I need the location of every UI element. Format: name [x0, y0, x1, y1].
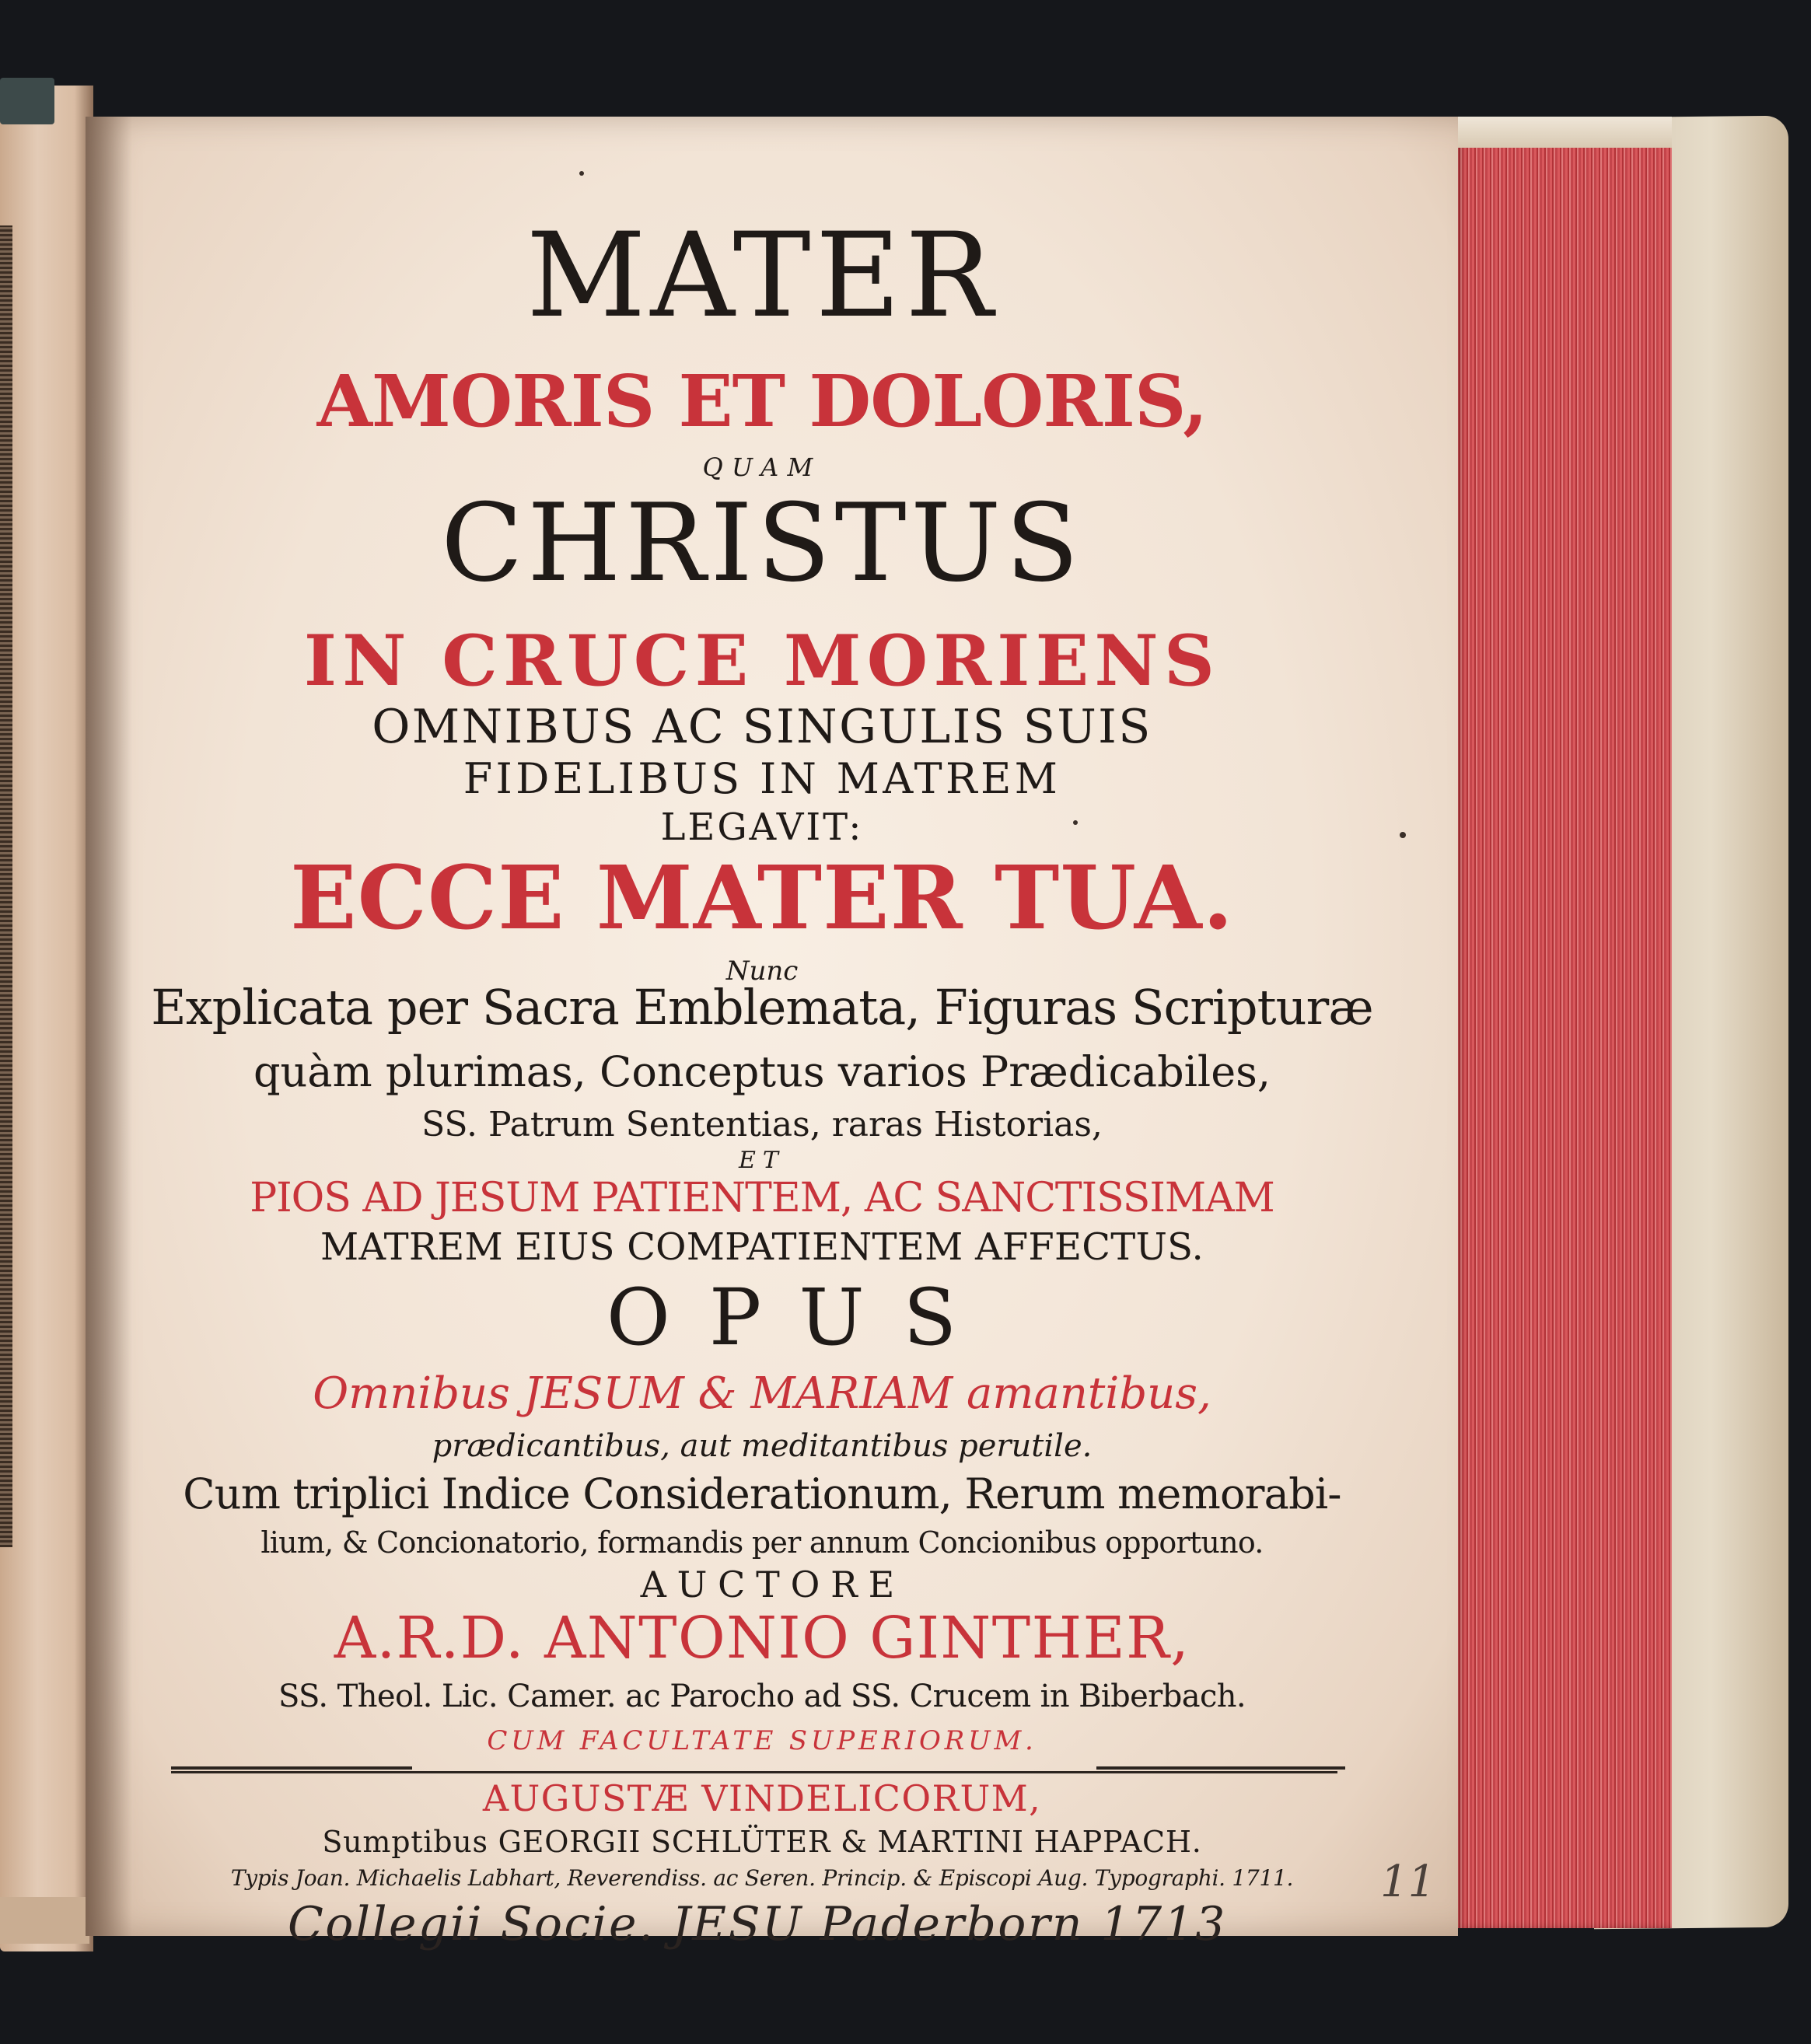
rule-left	[171, 1766, 412, 1770]
line-pios-ad-jesum: PIOS AD JESUM PATIENTEM, AC SANCTISSIMAM	[250, 1175, 1274, 1221]
author-name: A.R.D. ANTONIO GINTHER,	[334, 1605, 1190, 1672]
rule-right	[1096, 1766, 1345, 1770]
title-christus: CHRISTUS	[441, 480, 1083, 606]
line-legavit: LEGAVIT:	[660, 805, 864, 849]
imprint-publishers: Sumptibus GEORGII SCHLÜTER & MARTINI HAPPACH.	[322, 1825, 1202, 1859]
line-concionatorio: lium, & Concionatorio, formandis per annum Concionibus opportuno.	[260, 1525, 1264, 1560]
title-in-cruce-moriens: IN CRUCE MORIENS	[303, 620, 1221, 702]
left-engraving-border	[0, 225, 12, 1547]
line-cum-triplici: Cum triplici Indice Considerationum, Rerum memorabi-	[183, 1469, 1341, 1518]
imprint-rule	[171, 1771, 1337, 1773]
word-nunc: Nunc	[725, 956, 799, 987]
left-page-edge	[0, 1897, 89, 1944]
line-praedicantibus: prædicantibus, aut meditantibus perutile.	[432, 1428, 1093, 1464]
page-block-top	[1454, 117, 1672, 148]
title-ecce-mater-tua: ECCE MATER TUA.	[290, 847, 1234, 949]
ink-speck	[1400, 832, 1406, 838]
line-ss-patrum: SS. Patrum Sententias, raras Historias,	[421, 1105, 1103, 1144]
line-explicata: Explicata per Sacra Emblemata, Figuras Scripturæ	[151, 979, 1373, 1036]
word-quam: QUAM	[702, 452, 822, 482]
line-matrem-eius: MATREM EIUS COMPATIENTEM AFFECTUS.	[320, 1225, 1204, 1269]
title-opus: OPUS	[606, 1272, 996, 1363]
binding-corner	[0, 78, 54, 124]
red-page-edges	[1454, 117, 1672, 1928]
author-credentials: SS. Theol. Lic. Camer. ac Parocho ad SS. Crucem in Biberbach.	[278, 1679, 1246, 1714]
line-cum-facultate: CUM FACULTATE SUPERIORUM.	[487, 1725, 1037, 1756]
line-fidelibus-in-matrem: FIDELIBUS IN MATREM	[463, 754, 1061, 803]
title-amoris-et-doloris: AMORIS ET DOLORIS,	[316, 359, 1208, 443]
imprint-printer: Typis Joan. Michaelis Labhart, Reverendiss. ac Seren. Princip. & Episcopi Aug. Typographi. 1711.	[230, 1865, 1294, 1891]
ink-speck	[1073, 820, 1078, 825]
line-omnibus-ac-singulis: OMNIBUS AC SINGULIS SUIS	[372, 700, 1152, 754]
ownership-inscription: Collegii Socie. JESU Paderborn 1713	[288, 1897, 1227, 1951]
line-omnibus-jesum-mariam: Omnibus JESUM & MARIAM amantibus,	[313, 1368, 1211, 1419]
word-auctore: AUCTORE	[640, 1564, 905, 1606]
pencil-page-mark: 11	[1380, 1857, 1436, 1907]
left-page	[0, 86, 93, 1951]
ink-speck	[579, 171, 584, 176]
title-mater: MATER	[526, 208, 998, 344]
imprint-place: AUGUSTÆ VINDELICORUM,	[482, 1777, 1042, 1819]
word-et: ET	[739, 1147, 785, 1174]
line-quam-plurimas: quàm plurimas, Conceptus varios Prædicabiles,	[253, 1047, 1271, 1096]
